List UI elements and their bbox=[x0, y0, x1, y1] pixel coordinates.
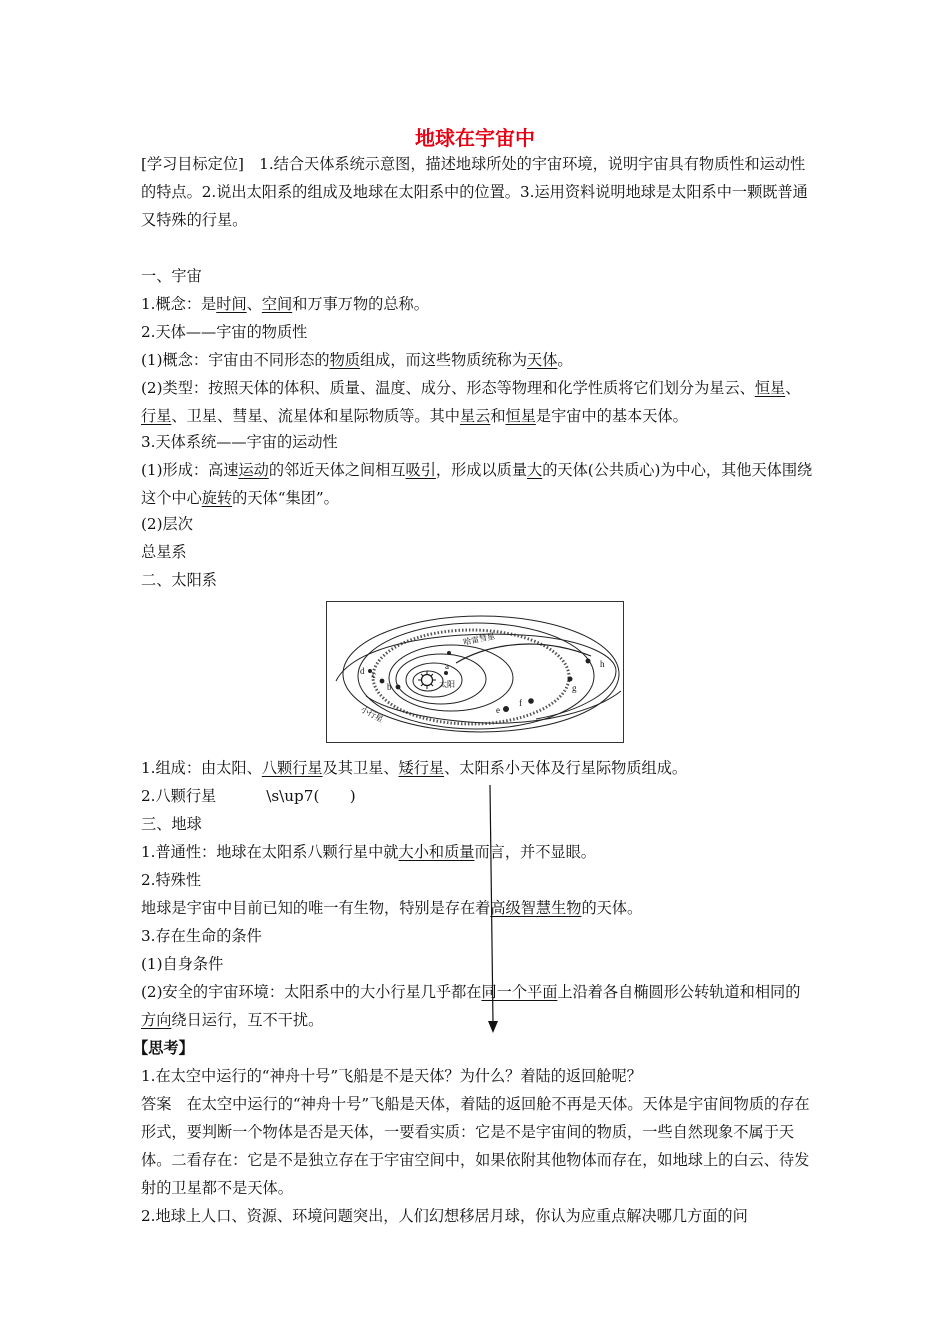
blank-answer: 吸引 bbox=[405, 461, 436, 479]
composition-line: 1.组成：由太阳、八颗行星及其卫星、矮行星、太阳系小天体及行星际物质组成。 bbox=[141, 759, 688, 777]
solar-system-diagram bbox=[326, 601, 624, 743]
section-heading-earth: 三、地球 bbox=[141, 815, 202, 833]
planet-label: a bbox=[445, 661, 449, 671]
blank-answer: 同一个平面 bbox=[481, 983, 558, 1001]
specialness-line: 地球是宇宙中目前已知的唯一有生物，特别是存在着高级智慧生物的天体。 bbox=[141, 899, 643, 917]
blank-answer: 大小和质量 bbox=[398, 843, 475, 861]
objectives-text: 1.结合天体系统示意图，描述地球所处的宇宙环境，说明宇宙具有物质性和运动性的特点。2.说出太阳系的组成及地球在太阳系中的位置。3.运用资料说明地球是太阳系中一颗既普通又特殊的行星。 bbox=[141, 155, 808, 229]
specialness-heading: 2.特殊性 bbox=[141, 871, 202, 889]
section-heading-solar-system: 二、太阳系 bbox=[141, 571, 217, 589]
own-conditions-line: (1)自身条件 bbox=[141, 955, 224, 973]
comet-label: 哈雷彗星 bbox=[462, 631, 496, 647]
blank-answer: 矮行星 bbox=[398, 759, 445, 777]
learning-objectives bbox=[141, 150, 813, 234]
planet-label: g bbox=[572, 683, 577, 693]
ordinariness-line: 1.普通性：地球在太阳系八颗行星中就大小和质量而言，并不显眼。 bbox=[141, 843, 596, 861]
total-galaxy-line: 总星系 bbox=[141, 543, 187, 561]
objectives-tag: [学习目标定位] bbox=[141, 155, 244, 173]
celestial-types-paragraph: (2)类型：按照天体的体积、质量、温度、成分、形态等物理和化学性质将它们划分为星云、恒星、行星、卫星、彗星、流星体和星际物质等。其中星云和恒星是宇宙中的基本天体。 bbox=[141, 379, 801, 425]
planet-label: h bbox=[600, 659, 605, 669]
planet-label: f bbox=[519, 698, 522, 708]
planet-label: c bbox=[372, 670, 376, 680]
blank-answer: 方向 bbox=[141, 1011, 172, 1029]
section-heading-universe: 一、宇宙 bbox=[141, 267, 202, 285]
sun-label: 太阳 bbox=[439, 680, 455, 689]
planet-label: e bbox=[496, 705, 500, 715]
blank-answer: 天体 bbox=[527, 351, 558, 369]
blank-answer: 运动 bbox=[238, 461, 269, 479]
concept-line: 1.概念：是时间、空间和万事万物的总称。 bbox=[141, 295, 429, 313]
eight-planets-line: 2.八颗行星 \s\up7( ) bbox=[141, 787, 356, 805]
blank-answer: 空间 bbox=[261, 295, 293, 313]
sun-icon bbox=[422, 675, 433, 686]
field-code: \s\up7( ) bbox=[266, 787, 356, 805]
safe-environment-paragraph: (2)安全的宇宙环境：太阳系中的大小行星几乎都在同一个平面上沿着各自椭圆形公转轨道和相同的方向绕日运行，互不干扰。 bbox=[141, 983, 801, 1029]
blank-answer: 物质 bbox=[329, 351, 360, 369]
blank-answer: 恒星 bbox=[505, 407, 536, 425]
blank-answer: 旋转 bbox=[201, 489, 233, 507]
celestial-concept-line: (1)概念：宇宙由不同形态的物质组成，而这些物质统称为天体。 bbox=[141, 351, 573, 369]
question-1: 1.在太空中运行的“神舟十号”飞船是不是天体？为什么？着陆的返回舱呢？ bbox=[141, 1067, 642, 1085]
asteroid-label: 小行星 bbox=[359, 704, 385, 725]
blank-answer: 高级智慧生物 bbox=[490, 899, 582, 917]
blank-answer: 恒星 bbox=[754, 379, 786, 397]
blank-answer: 星云 bbox=[459, 407, 491, 425]
page-title: 地球在宇宙中 bbox=[415, 126, 535, 150]
think-heading: 【思考】 bbox=[133, 1039, 194, 1057]
question-2: 2.地球上人口、资源、环境问题突出，人们幻想移居月球，你认为应重点解决哪几方面的问 bbox=[141, 1207, 748, 1225]
planet-label: d bbox=[360, 666, 365, 676]
life-conditions-heading: 3.存在生命的条件 bbox=[141, 927, 262, 945]
subheading-celestial-system: 3.天体系统——宇宙的运动性 bbox=[141, 433, 338, 451]
answer-1: 答案 在太空中运行的“神舟十号”飞船是天体，着陆的返回舱不再是天体。天体是宇宙间物质的存在形式，要判断一个物体是否是天体，一要看实质：它是不是宇宙间的物质，一些自然现象不属于天体。二看存在：它是不是独立存在于宇宙空间中，如果依附其他物体而存在，如地球上的白云、待发射的卫星都不是天体。 bbox=[141, 1095, 810, 1197]
levels-line: (2)层次 bbox=[141, 515, 193, 533]
blank-answer: 大 bbox=[527, 461, 543, 479]
blank-answer: 八颗行星 bbox=[261, 759, 323, 777]
blank-answer: 行星 bbox=[141, 407, 172, 425]
subheading-celestial-body: 2.天体——宇宙的物质性 bbox=[141, 323, 308, 341]
planet-label: b bbox=[387, 682, 392, 692]
blank-answer: 时间 bbox=[216, 295, 247, 313]
system-formation-paragraph: (1)形成：高速运动的邻近天体之间相互吸引，形成以质量大的天体(公共质心)为中心，其他天体围绕这个中心旋转的天体“集团”。 bbox=[141, 461, 813, 507]
